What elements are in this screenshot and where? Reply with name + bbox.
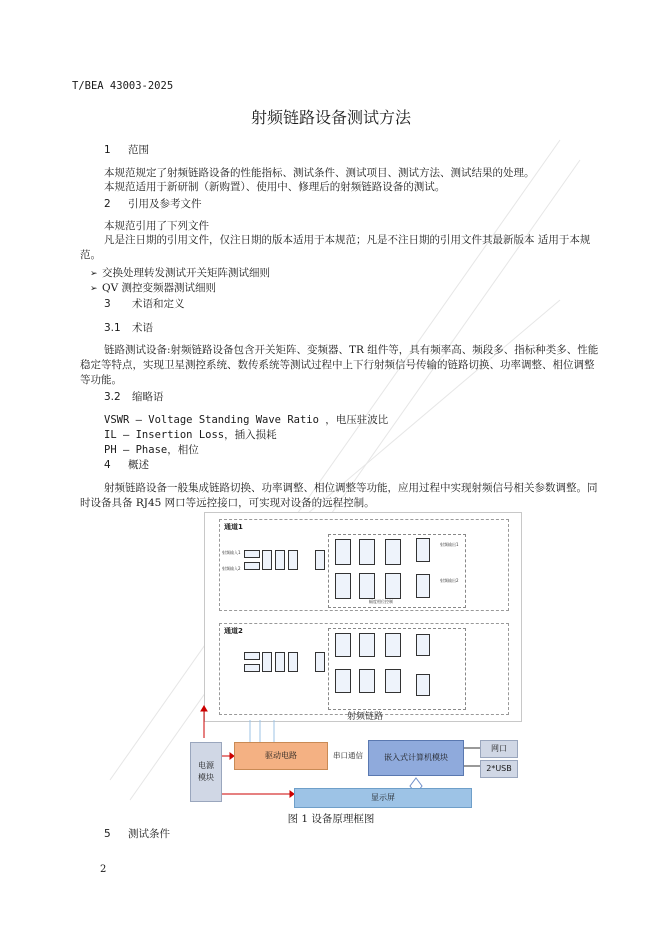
section-1-title: 范围 — [128, 144, 149, 156]
section-2-heading — [104, 196, 202, 211]
reference-item-1-text: 交换处理转发测试开关矩阵测试细则 — [102, 267, 270, 279]
section-2-para-2: 凡是注日期的引用文件，仅注日期的版本适用于本规范；凡是不注日期的引用文件其最新版本 适用于本规范。 — [80, 234, 591, 261]
usb-port-block: 2*USB — [480, 760, 518, 778]
section-1-para-1: 本规范规定了射频链路设备的性能指标、测试条件、测试项目、测试方法、测试结果的处理。 — [104, 167, 535, 179]
section-5-title: 测试条件 — [128, 828, 170, 840]
section-1-heading — [104, 142, 149, 157]
embedded-computer-block: 嵌入式计算机模块 — [368, 740, 464, 776]
block-diagram-figure — [190, 510, 530, 810]
channel-1-output-1: 射频输出1 — [440, 542, 459, 547]
figure-caption: 图 1 设备原理框图 — [287, 813, 375, 825]
page-number: 2 — [100, 864, 107, 875]
power-module-block: 电源 模块 — [190, 742, 222, 802]
section-1-para-2: 本规范适用于新研制（新购置）、使用中、修理后的射频链路设备的测试。 — [104, 181, 446, 193]
section-2-title: 引用及参考文件 — [128, 198, 202, 210]
section-4-title: 概述 — [128, 459, 149, 471]
channel-1-label: 通道1 — [224, 523, 243, 531]
section-3-2-title: 缩略语 — [132, 391, 164, 403]
section-4-number: 4 — [104, 459, 111, 471]
abbrev-il: IL – Insertion Loss，插入损耗 — [104, 429, 277, 441]
abbrev-vswr: VSWR – Voltage Standing Wave Ratio ，电压驻波比 — [104, 414, 389, 426]
section-3-1-title: 术语 — [132, 322, 153, 334]
display-screen-block: 显示屏 — [294, 788, 472, 808]
section-3-number: 3 — [104, 298, 111, 310]
reference-item-1 — [90, 265, 270, 280]
channel-2-label: 通道2 — [224, 627, 243, 635]
section-4-heading — [104, 457, 149, 472]
section-3-1-heading — [104, 320, 153, 335]
channel-1-output-2: 射频输出2 — [440, 578, 459, 583]
reference-item-2 — [90, 280, 216, 295]
abbrev-ph: PH – Phase，相位 — [104, 444, 199, 456]
section-5-number: 5 — [104, 828, 111, 840]
document-title: 射频链路设备测试方法 — [250, 108, 411, 127]
channel-1-input-1: 射频输入1 — [222, 550, 241, 555]
reference-item-2-text: QV 测控变频器测试细则 — [102, 282, 217, 294]
section-5-heading — [104, 826, 170, 841]
network-port-block: 网口 — [480, 740, 518, 758]
rf-chain-label: 射频链路 — [346, 712, 383, 722]
section-3-heading — [104, 296, 185, 311]
section-2-number: 2 — [104, 198, 111, 210]
section-3-1-number: 3.1 — [104, 322, 121, 334]
serial-comm-label: 串口通信 — [328, 750, 368, 761]
section-3-1-para: 链路测试设备:射频链路设备包含开关矩阵、变频器、TR 组件等，具有频率高、频段多、指标种类多、性能稳定等特点，实现卫星测控系统、数传系统等测试过程中上下行射频信号传输的链路切换、功率调整、相位调整等功能。 — [80, 344, 599, 386]
bullet-arrow-icon: ➢ — [90, 284, 98, 294]
bullet-arrow-icon: ➢ — [90, 269, 98, 279]
section-3-2-heading — [104, 389, 164, 404]
standard-number: T/BEA 43003-2025 — [72, 80, 174, 92]
channel-1-input-2: 射频输入2 — [222, 566, 241, 571]
section-2-para-1: 本规范引用了下列文件 — [104, 220, 209, 232]
driver-circuit-block: 驱动电路 — [234, 742, 328, 770]
section-4-para: 射频链路设备一般集成链路切换、功率调整、相位调整等功能，应用过程中实现射频信号相关参数调整。同时设备具备 RJ45 网口等远控接口，可实现对设备的远程控制。 — [80, 482, 598, 509]
section-3-title: 术语和定义 — [132, 298, 185, 310]
section-3-2-number: 3.2 — [104, 391, 121, 403]
section-1-number: 1 — [104, 144, 111, 156]
ch1-sub-label: 幅度相位控制 — [369, 599, 393, 604]
